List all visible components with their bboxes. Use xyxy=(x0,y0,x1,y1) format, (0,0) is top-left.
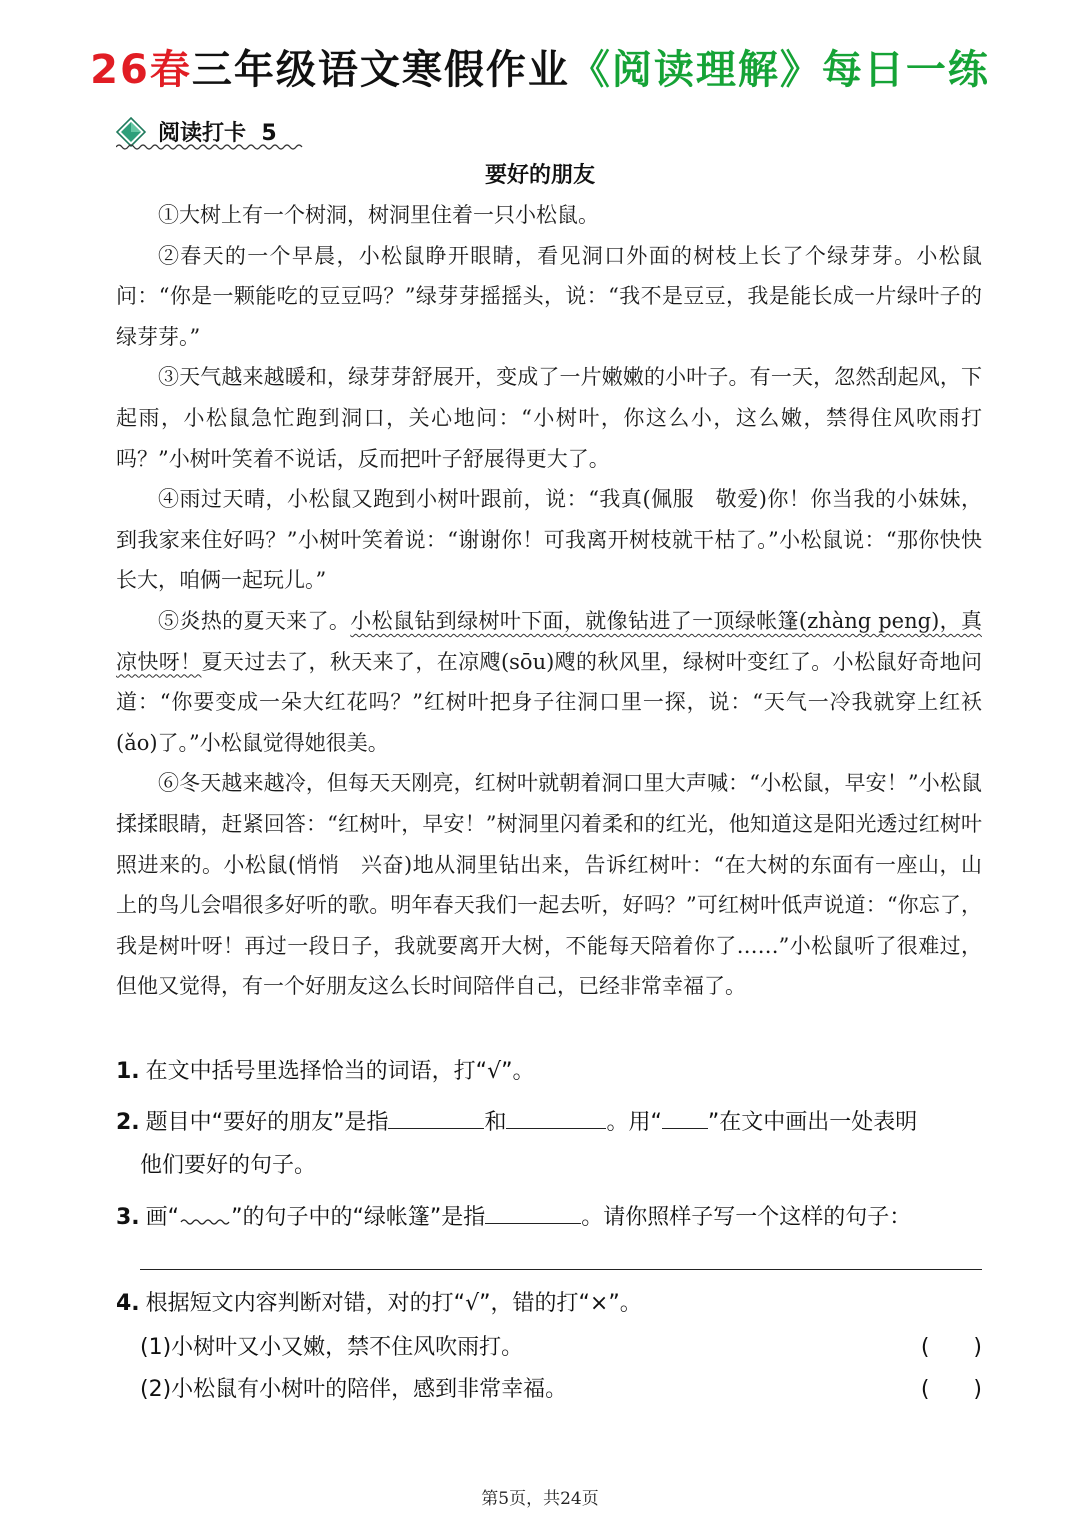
question-3-text-c: 。请你照样子写一个这样的句子： xyxy=(581,1205,912,1230)
answer-line-sentence[interactable] xyxy=(140,1269,982,1270)
paragraph-1: ①大树上有一个树洞，树洞里住着一只小松鼠。 xyxy=(158,203,599,227)
question-4-text: 根据短文内容判断对错，对的打“√”，错的打“×”。 xyxy=(145,1291,642,1316)
diamond-icon xyxy=(116,117,146,147)
question-2-text-c: 。用“ xyxy=(606,1110,662,1135)
paragraph-5-rest: 夏天过去了，秋天来了，在凉飕(sōu)飕的秋风里，绿树叶变红了。小松鼠好奇地问道：“你要变成一朵大红花吗？”红树叶把身子往洞口里一探，说：“天气一冷我就穿上红袄(ǎo)了。”小松鼠觉得她很美。 xyxy=(116,649,983,755)
article-body xyxy=(116,195,982,1007)
page-number-footer: 第5页，共24页 xyxy=(481,1489,599,1509)
question-3-number: 3. xyxy=(116,1205,140,1230)
question-2-number: 2. xyxy=(116,1110,140,1135)
worksheet-header-title xyxy=(0,38,1080,95)
question-4-number: 4. xyxy=(116,1291,140,1316)
question-3 xyxy=(116,1200,911,1231)
question-1-number: 1. xyxy=(116,1059,140,1084)
judge-item-2-text: (2)小松鼠有小树叶的陪伴，感到非常幸福。 xyxy=(140,1377,568,1402)
question-3-text-a: 画“ xyxy=(145,1205,180,1230)
article-title: 要好的朋友 xyxy=(484,163,595,188)
section-label-text: 阅读打卡 5 xyxy=(158,121,277,146)
question-4 xyxy=(116,1286,642,1317)
answer-paren-1[interactable]: ( ) xyxy=(920,1335,982,1360)
wavy-line-symbol xyxy=(179,1204,231,1224)
judge-item-1-text: (1)小树叶又小又嫩，禁不住风吹雨打。 xyxy=(140,1335,524,1360)
question-2-text-d: ”在文中画出一处表明 xyxy=(707,1110,918,1135)
header-title-part2: 三年级语文寒假作业 xyxy=(191,47,570,93)
answer-blank-friend-1[interactable] xyxy=(388,1106,484,1129)
paragraph-2: ②春天的一个早晨，小松鼠睁开眼睛，看见洞口外面的树枝上长了个绿芽芽。小松鼠问：“你是一颗能吃的豆豆吗？”绿芽芽摇摇头，说：“我不是豆豆，我是能长成一片绿叶子的绿芽芽。” xyxy=(116,243,982,349)
header-title-part3: 《阅读理解》每日一练 xyxy=(569,47,990,93)
question-2 xyxy=(116,1105,917,1136)
question-2-text-a: 题目中“要好的朋友”是指 xyxy=(145,1110,389,1135)
wavy-underlined-sentence: 小松鼠钻到绿树叶下面，就像钻进了一顶绿帐篷(zhàng peng)，真凉快呀！ xyxy=(116,608,982,674)
header-title-part1: 26春 xyxy=(90,47,192,93)
question-2-line2: 他们要好的句子。 xyxy=(140,1153,317,1178)
answer-blank-friend-2[interactable] xyxy=(506,1106,606,1129)
paragraph-5 xyxy=(116,601,982,763)
answer-blank-green-tent[interactable] xyxy=(485,1201,581,1224)
paragraph-3: ③天气越来越暖和，绿芽芽舒展开，变成了一片嫩嫩的小叶子。有一天，忽然刮起风，下起雨，小松鼠急忙跑到洞口，关心地问：“小树叶，你这么小，这么嫩，禁得住风吹雨打吗？”小树叶笑着不说话，反而把叶子舒展得更大了。 xyxy=(116,365,982,471)
straight-line-symbol xyxy=(662,1108,708,1129)
judge-item-1 xyxy=(140,1330,982,1361)
question-2-text-b: 和 xyxy=(484,1110,507,1135)
paragraph-5-start: ⑤炎热的夏天来了。 xyxy=(158,608,351,633)
judge-item-2 xyxy=(140,1372,982,1403)
section-wave-underline xyxy=(116,143,306,151)
paragraph-4: ④雨过天晴，小松鼠又跑到小树叶跟前，说：“我真(佩服 敬爱)你！你当我的小妹妹，到我家来住好吗？”小树叶笑着说：“谢谢你！可我离开树枝就干枯了。”小松鼠说：“那你快快长大，咱俩一起玩儿。” xyxy=(116,487,982,593)
question-1 xyxy=(116,1054,535,1085)
question-1-text: 在文中括号里选择恰当的词语，打“√”。 xyxy=(145,1059,535,1084)
answer-paren-2[interactable]: ( ) xyxy=(920,1377,982,1402)
paragraph-6: ⑥冬天越来越冷，但每天天刚亮，红树叶就朝着洞口里大声喊：“小松鼠，早安！”小松鼠揉揉眼睛，赶紧回答：“红树叶，早安！”树洞里闪着柔和的红光，他知道这是阳光透过红树叶照进来的。小松鼠(悄悄 兴奋)地从洞里钻出来，告诉红树叶：“在大树的东面有一座山，山上的鸟儿会唱很多好听的歌。明年春天我们一起去听，好吗？”可红树叶低声说道：“你忘了，我是树叶呀！再过一段日子，我就要离开大树，不能每天陪着你了……”小松鼠听了很难过，但他又觉得，有一个好朋友这么长时间陪伴自己，已经非常幸福了。 xyxy=(116,771,982,999)
question-3-text-b: ”的句子中的“绿帐篷”是指 xyxy=(231,1205,486,1230)
